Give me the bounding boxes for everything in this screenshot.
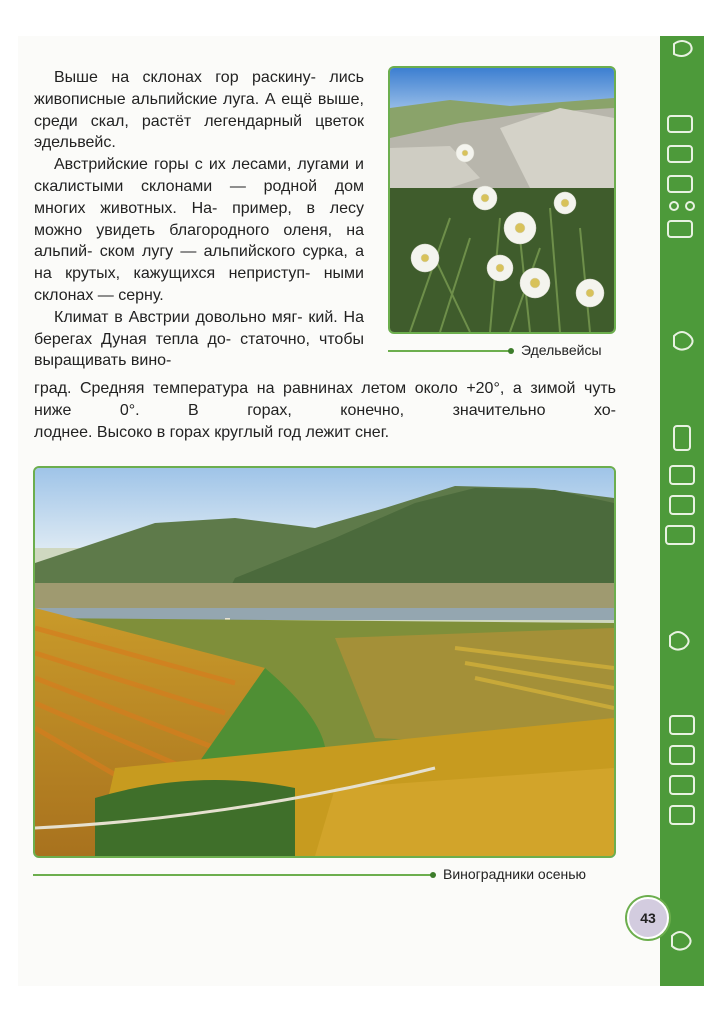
decorative-side-strip	[660, 36, 704, 986]
text-line: А ещё выше, среди скал, растёт	[34, 90, 365, 130]
text-line: Климат в Австрии довольно мяг-	[54, 308, 303, 326]
text-line: лись живописные альпийские луга.	[34, 69, 364, 108]
vineyards-illustration	[35, 468, 614, 856]
vineyards-caption-rule	[33, 874, 433, 876]
text-line: ском лугу — альпийского сурка, а	[99, 243, 365, 261]
text-line: легендарный цветок эдельвейс.	[34, 112, 364, 152]
text-column-wide	[34, 378, 616, 443]
text-line: родной дом многих животных. На-	[34, 177, 364, 217]
vineyards-photo	[33, 466, 616, 858]
edelweiss-photo	[388, 66, 616, 334]
text-line: а зимой чуть ниже 0°. В горах, конечно, значительно хо-	[34, 380, 616, 419]
text-line: пример, в лесу можно увидеть	[34, 199, 365, 239]
text-line: лугами и скалистыми склонами —	[34, 156, 364, 195]
text-line: ными склонах — серну.	[34, 265, 364, 304]
edelweiss-illustration	[390, 68, 614, 332]
paragraph-climate-last-line	[34, 422, 616, 444]
text-column-top	[34, 67, 364, 372]
paragraph-climate-start	[34, 307, 364, 372]
paragraph-animals	[34, 154, 364, 307]
paragraph-climate-end	[34, 378, 616, 422]
page-number: 43	[627, 897, 669, 939]
text-line: благородного оленя, на альпий-	[34, 221, 365, 261]
edelweiss-caption: Эдельвейсы	[521, 342, 602, 358]
text-line: кий. На берегах Дуная тепла до-	[34, 308, 364, 348]
vineyards-caption-bullet	[430, 872, 436, 878]
text-line: Австрийские горы с их лесами,	[54, 156, 292, 174]
paragraph-alpine-meadows	[34, 67, 364, 154]
vineyards-caption: Виноградники осенью	[443, 866, 587, 882]
text-line: лоднее. Высоко в горах круглый год лежит снег.	[34, 423, 390, 441]
text-line: на крутых, кажущихся неприступ-	[34, 265, 311, 283]
text-line: статочно, чтобы выращивать вино-	[34, 330, 364, 370]
strip-pattern-icons	[660, 36, 704, 986]
edelweiss-caption-rule	[388, 350, 510, 352]
text-line: град. Средняя температура на равнинах летом около +20°,	[34, 380, 505, 397]
text-line: Выше на склонах гор раскину-	[54, 69, 316, 86]
edelweiss-caption-bullet	[508, 348, 514, 354]
